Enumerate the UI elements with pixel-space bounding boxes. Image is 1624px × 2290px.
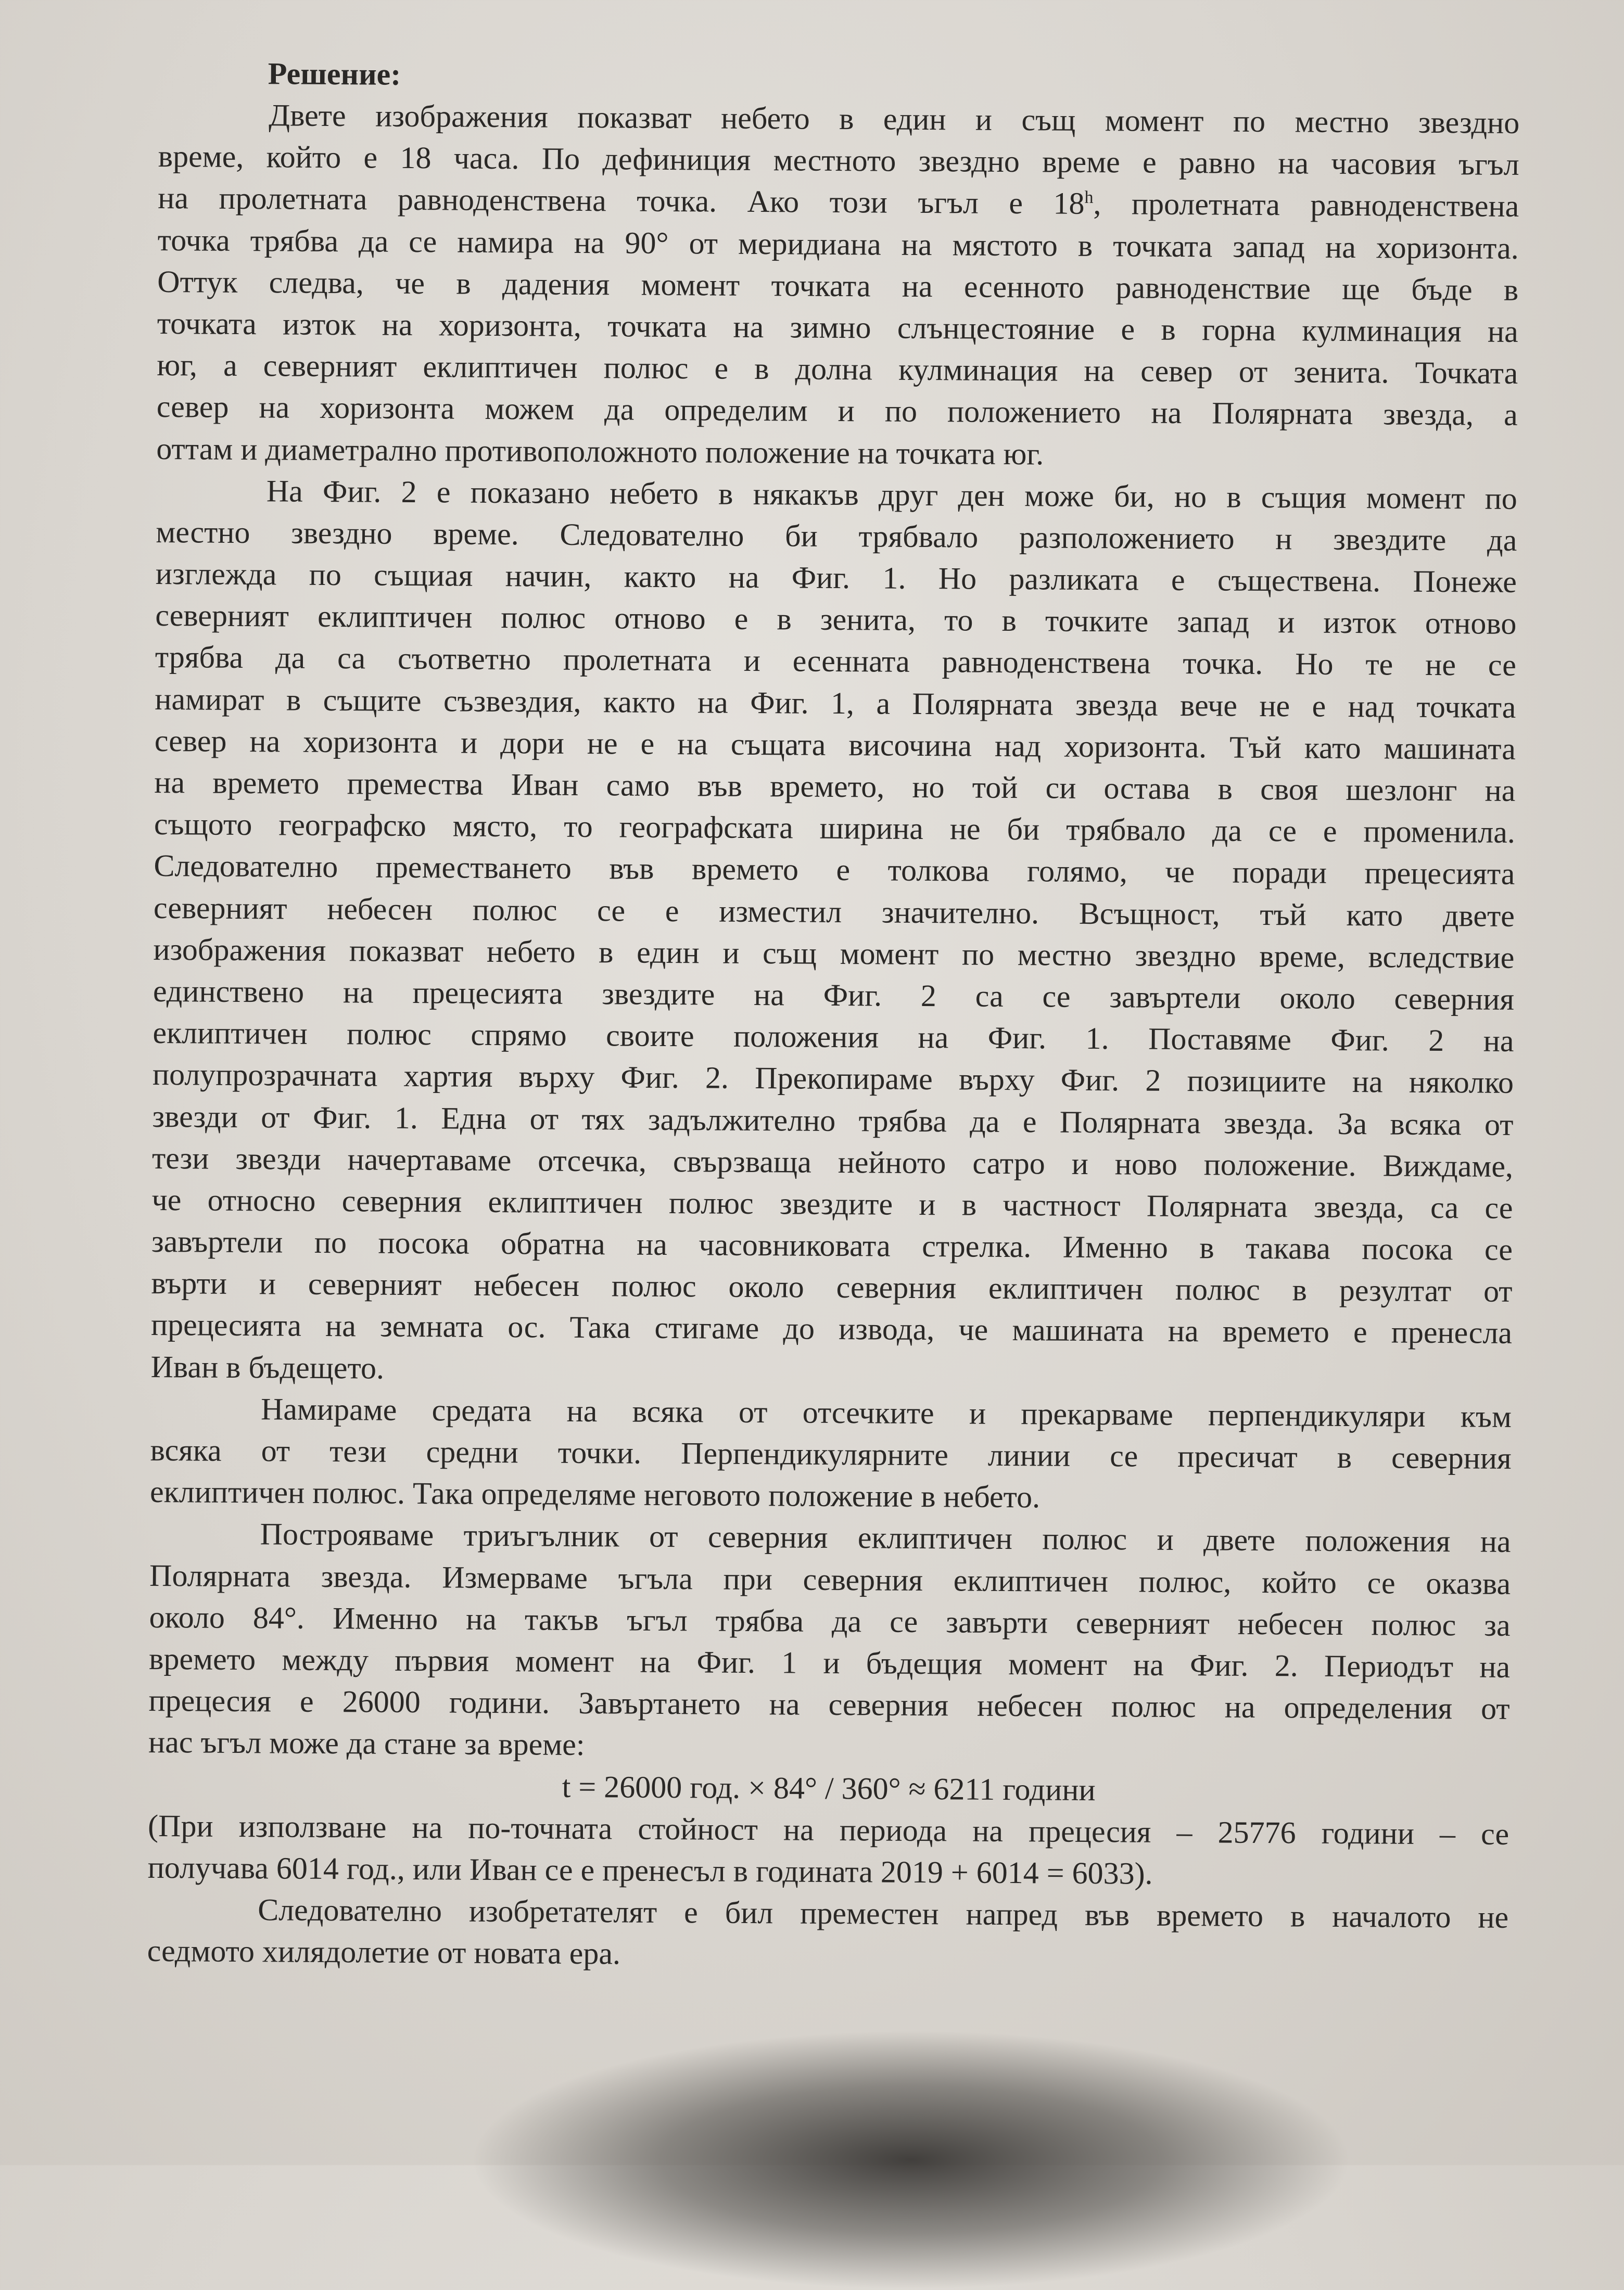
text-line: намират в същите съзвездия, както на Фиг. 1, а Полярната звезда вече не е над точката (155, 681, 1516, 724)
text-line: точката изток на хоризонта, точката на зимно слънцестояние е в горна кулминация на (157, 306, 1518, 349)
text-line: на пролетната равноденствена точка. Ако този ъгъл е 18$^h$, пролетната равноденствена (158, 181, 1519, 224)
solution-heading: Решение: (268, 56, 401, 92)
text-line: седмото хилядолетие от новата ера. (147, 1933, 621, 1971)
text-line: Намираме средата на всяка от отсечките и прекарваме перпендикуляри към (260, 1392, 1512, 1434)
text-line: същото географско място, то географската ширина не би трябвало да се е променила. (154, 807, 1516, 850)
text-line: Иван в бъдещето. (150, 1349, 385, 1385)
text-line: еклиптичен полюс. Така определяме неговото положение в небето. (149, 1474, 1041, 1515)
text-line: завъртели по посока обратна на часовниковата стрелка. Именно в такава посока се (151, 1224, 1513, 1267)
text-line: тези звезди начертаваме отсечка, свързваща нейното сатро и ново положение. Виждаме, (151, 1140, 1514, 1184)
text-line: северният еклиптичен полюс отново е в зенита, то в точките запад и изток отново (155, 598, 1517, 641)
formula-line: t = 26000 год. × 84° / 360° ≈ 6211 години (562, 1769, 1096, 1807)
paragraph (147, 1805, 1509, 1897)
text-line: север на хоризонта можем да определим и по положението на Полярната звезда, а (156, 389, 1518, 432)
paragraph (156, 94, 1519, 478)
document-body (147, 94, 1519, 1980)
text-line: еклиптичен полюс спрямо своите положения на Фиг. 1. Поставяме Фиг. 2 на (153, 1015, 1514, 1059)
text-line: Полярната звезда. Измерваме ъгъла при северния еклиптичен полюс, който се оказва (149, 1558, 1511, 1601)
text-line: единствено на прецесията звездите на Фиг. 2 са се завъртели около северния (153, 973, 1515, 1016)
text-line: Построяваме триъгълник от северния еклиптичен полюс и двете положения на (260, 1517, 1511, 1559)
text-line: полупрозрачната хартия върху Фиг. 2. Прекопираме върху Фиг. 2 позициите на няколко (152, 1057, 1514, 1100)
text-line: прецесията на земната ос. Така стигаме до извода, че машината на времето е пренесла (150, 1307, 1513, 1351)
text-line: Оттук следва, че в дадения момент точката на есенното равноденствие ще бъде в (157, 264, 1519, 307)
text-line: че относно северния еклиптичен полюс звездите и в частност Полярната звезда, са се (151, 1182, 1513, 1225)
text-line: местно звездно време. Следователно би трябвало разположението н звездите да (156, 514, 1517, 557)
text-line: изображения показват небето в един и същ момент по местно звездно време, вследствие (153, 932, 1515, 975)
text-line: звезди от Фиг. 1. Една от тях задължително трябва да е Полярната звезда. За всяка от (152, 1099, 1514, 1142)
text-line: нас ъгъл може да стане за време: (148, 1725, 585, 1762)
text-line: върти и северният небесен полюс около северния еклиптичен полюс в резултат от (151, 1266, 1513, 1309)
text-line: северният небесен полюс се е изместил значително. Всъщност, тъй като двете (153, 890, 1515, 933)
text-line: юг, а северният еклиптичен полюс е в долна кулминация на север от зенита. Точката (157, 348, 1518, 391)
text-line: Следователно преместването във времето е толкова голямо, че поради прецесията (154, 848, 1515, 892)
paragraph (150, 1388, 1512, 1521)
text-line: изглежда по същиая начин, както на Фиг. 1. Но разликата е съществена. Понеже (155, 556, 1517, 600)
text-line: прецесия е 26000 години. Завъртането на северния небесен полюс на определения от (148, 1683, 1510, 1726)
paragraph (150, 469, 1517, 1396)
text-line: всяка от тези средни точки. Перпендикулярните линии се пресичат в северния (150, 1432, 1512, 1475)
text-line: Двете изображения показват небето в един и същ момент по местно звездно (269, 98, 1520, 140)
text-line: север на хоризонта и дори не е на същата височина над хоризонта. Тъй като машината (154, 723, 1516, 766)
text-line: трябва да са съответно пролетната и есенната равноденствена точка. Но те не се (155, 640, 1517, 683)
text-line: на времето премества Иван само във времето, но той си остава в своя шезлонг на (154, 765, 1516, 808)
text-line: около 84°. Именно на такъв ъгъл трябва да се завърти северният небесен полюс за (149, 1599, 1511, 1643)
document-page (147, 52, 1519, 1980)
text-line: Следователно изобретателят е бил преместен напред във времето в началото не (257, 1892, 1509, 1935)
camera-shadow (468, 2030, 1353, 2290)
paragraph (147, 1888, 1508, 1980)
text-line: На Фиг. 2 е показано небето в някакъв друг ден може би, но в същия момент по (266, 473, 1518, 516)
text-line: точка трябва да се намира на 90° от меридиана на мястото в точката запад на хоризонта. (157, 222, 1519, 265)
text-line: получава 6014 год., или Иван се е пренесъл в годината 2019 + 6014 = 6033). (147, 1850, 1153, 1891)
paragraph (148, 1512, 1511, 1771)
text-line: оттам и диаметрално противоположното положение на точката юг. (156, 431, 1044, 471)
text-line: времето между първия момент на Фиг. 1 и бъдещия момент на Фиг. 2. Периодът на (148, 1641, 1511, 1684)
text-line: време, който е 18 часа. По дефиниция местното звездно време е равно на часовия ъгъл (158, 139, 1519, 182)
text-line: (При използване на по-точната стойност на периода на прецесия – 25776 години – се (147, 1808, 1509, 1851)
